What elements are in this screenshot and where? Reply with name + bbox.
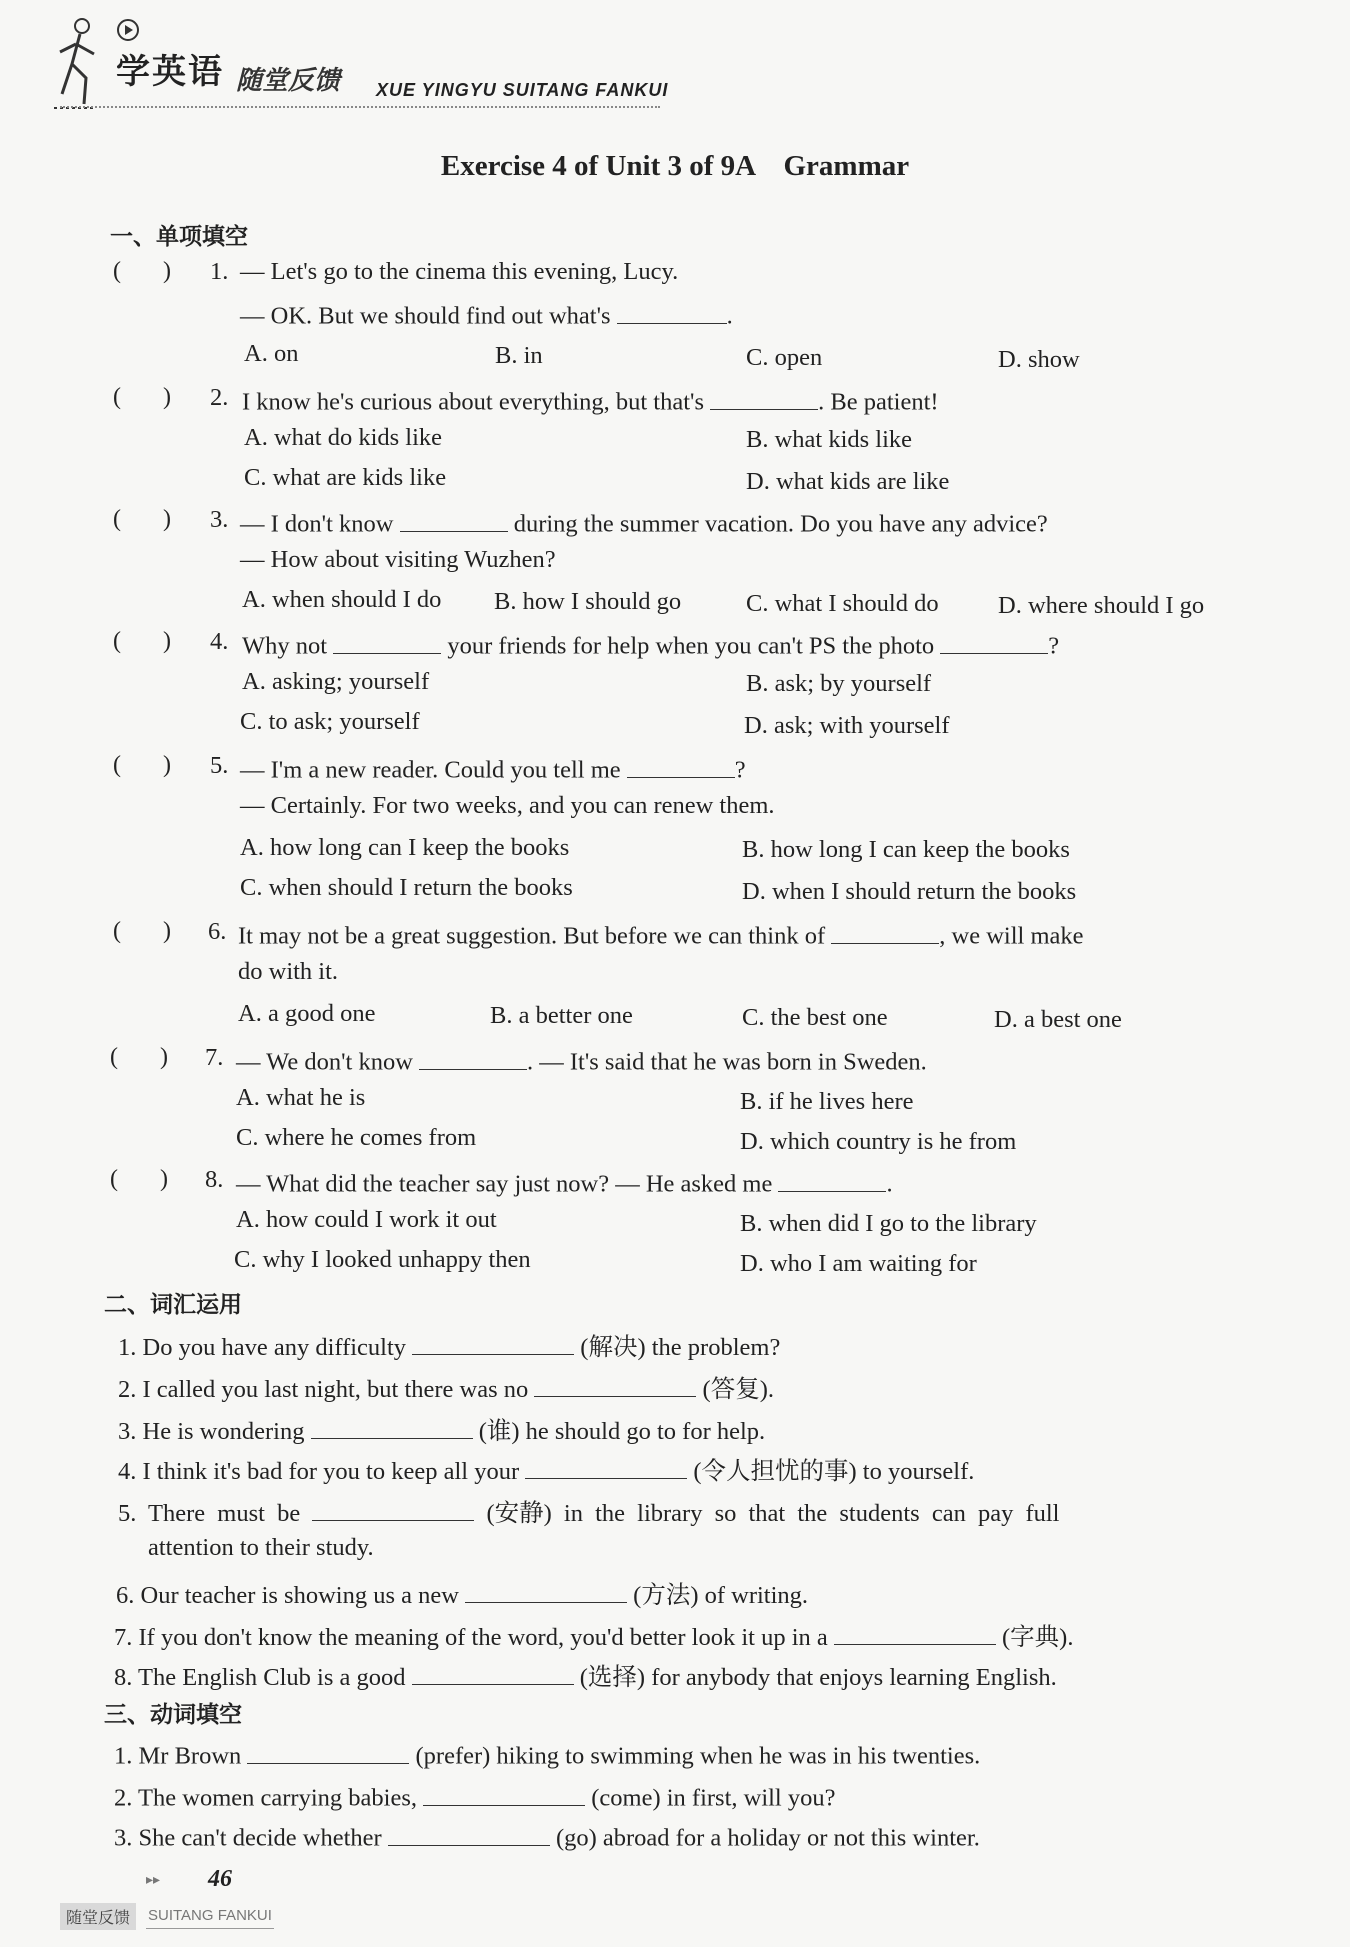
q3-text: — I don't know — [240, 510, 394, 538]
vocab-item-7 — [114, 1618, 1073, 1653]
vocab-item-5-cont: attention to their study. — [148, 1534, 374, 1561]
q6-text2: , we will make — [939, 922, 1084, 950]
q5-option-b: B. how long I can keep the books — [742, 836, 1070, 863]
vocab-hint: (解决) the problem? — [580, 1334, 781, 1361]
q8-option-c: C. why I looked unhappy then — [234, 1246, 531, 1273]
q1-text: — OK. But we should find out what's — [240, 302, 611, 330]
vocab-blank[interactable] — [525, 1454, 687, 1480]
q8-option-b: B. when did I go to the library — [740, 1210, 1037, 1237]
q8-option-a: A. how could I work it out — [236, 1206, 497, 1233]
q2-option-a: A. what do kids like — [244, 424, 443, 451]
vocab-item-3 — [118, 1412, 765, 1447]
vocab-item-8 — [114, 1658, 1057, 1693]
q2-option-b: B. what kids like — [746, 426, 913, 453]
q2-option-d: D. what kids are like — [746, 468, 950, 495]
q4-text: Why not — [242, 632, 328, 660]
q4-option-d: D. ask; with yourself — [744, 712, 950, 739]
vocab-text: 4. I think it's bad for you to keep all your — [118, 1458, 520, 1485]
q5-text: — I'm a new reader. Could you tell me — [240, 756, 621, 784]
answer-paren[interactable]: ( ) — [113, 628, 171, 654]
q4-option-c: C. to ask; yourself — [240, 708, 420, 735]
q1-end: . — [726, 302, 733, 330]
section-heading-3: 三、动词填空 — [104, 1702, 242, 1728]
q7-option-a: A. what he is — [236, 1084, 366, 1111]
vocab-item-6 — [116, 1576, 808, 1611]
vocab-item-5 — [118, 1494, 1059, 1529]
vocab-hint: (安静) in the library so that the students can pay full — [486, 1500, 1060, 1527]
q5-end: ? — [734, 756, 746, 784]
vocab-blank[interactable] — [412, 1660, 574, 1686]
vocab-text: 2. I called you last night, but there was no — [118, 1376, 529, 1403]
vocab-blank[interactable] — [534, 1372, 696, 1398]
q4-blank[interactable] — [333, 628, 441, 654]
q3-option-a: A. when should I do — [242, 586, 442, 613]
q5-line1 — [240, 752, 746, 785]
q2-number: 2. — [210, 384, 229, 411]
q2-end: . Be patient! — [818, 388, 939, 416]
q6-option-c: C. the best one — [742, 1004, 888, 1031]
answer-paren[interactable]: ( ) — [113, 506, 171, 532]
q7-text: — We don't know — [236, 1048, 413, 1076]
q2-line1 — [242, 384, 939, 417]
answer-paren[interactable]: ( ) — [113, 918, 171, 944]
q1-number: 1. — [210, 258, 229, 285]
q4-text2: your friends for help when you can't PS the photo — [447, 632, 935, 660]
vocab-blank[interactable] — [311, 1414, 473, 1440]
q3-option-b: B. how I should go — [494, 588, 682, 615]
vocab-text: 8. The English Club is a good — [114, 1664, 406, 1691]
page-arrow-icon: ▸▸ — [146, 1872, 161, 1888]
verb-text: 2. The women carrying babies, — [114, 1784, 417, 1812]
q6-line1 — [238, 918, 1084, 951]
vocab-hint: (字典). — [1002, 1624, 1074, 1651]
q1-option-a: A. on — [244, 340, 299, 367]
q5-number: 5. — [210, 752, 229, 779]
q6-text: It may not be a great suggestion. But before we can think of — [238, 922, 826, 950]
verb-hint: (prefer) hiking to swimming when he was in his twenties. — [415, 1742, 981, 1770]
vocab-blank[interactable] — [412, 1330, 574, 1356]
q6-number: 6. — [208, 918, 227, 945]
vocab-item-1 — [118, 1328, 780, 1363]
logo-cn: 学英语 — [116, 52, 224, 92]
q8-text: — What did the teacher say just now? — He asked me — [236, 1170, 773, 1198]
verb-text: 1. Mr Brown — [114, 1742, 242, 1770]
q6-line2: do with it. — [238, 958, 339, 985]
q5-line2: — Certainly. For two weeks, and you can renew them. — [240, 792, 775, 819]
verb-item-2 — [114, 1780, 836, 1813]
logo-sub: 随堂反馈 — [236, 66, 341, 96]
section-heading-2: 二、词汇运用 — [104, 1292, 242, 1318]
q8-blank[interactable] — [778, 1166, 886, 1192]
q1-line1: — Let's go to the cinema this evening, Lucy. — [240, 258, 679, 285]
q6-option-d: D. a best one — [994, 1006, 1122, 1033]
vocab-hint: (谁) he should go to for help. — [478, 1418, 766, 1445]
q5-option-c: C. when should I return the books — [240, 874, 573, 901]
verb-item-1 — [114, 1738, 980, 1771]
q8-option-d: D. who I am waiting for — [740, 1250, 977, 1277]
q4-option-a: A. asking; yourself — [242, 668, 430, 695]
answer-paren[interactable]: ( ) — [110, 1166, 168, 1192]
q1-line2 — [240, 298, 733, 331]
vocab-blank[interactable] — [312, 1496, 474, 1522]
q7-option-d: D. which country is he from — [740, 1128, 1017, 1155]
footer-tag-en: SUITANG FANKUI — [148, 1907, 272, 1924]
q1-blank[interactable] — [617, 298, 727, 324]
vocab-blank[interactable] — [465, 1578, 627, 1604]
q4-option-b: B. ask; by yourself — [746, 670, 932, 697]
runner-icon — [54, 14, 124, 110]
logo-en: XUE YINGYU SUITANG FANKUI — [376, 80, 669, 100]
vocab-text: 6. Our teacher is showing us a new — [116, 1582, 459, 1609]
verb-hint: (go) abroad for a holiday or not this winter. — [555, 1824, 980, 1852]
verb-blank[interactable] — [423, 1780, 585, 1806]
q2-option-c: C. what are kids like — [244, 464, 447, 491]
q7-option-c: C. where he comes from — [236, 1124, 477, 1151]
q4-line1 — [242, 628, 1059, 661]
answer-paren[interactable]: ( ) — [113, 384, 171, 410]
vocab-hint: (令人担忧的事) to yourself. — [693, 1458, 975, 1485]
verb-blank[interactable] — [247, 1738, 409, 1764]
page-title: Exercise 4 of Unit 3 of 9A Grammar — [440, 150, 910, 182]
q6-blank[interactable] — [831, 918, 939, 944]
q7-blank[interactable] — [419, 1044, 527, 1070]
q6-option-a: A. a good one — [238, 1000, 376, 1027]
vocab-hint: (方法) of writing. — [633, 1582, 809, 1609]
vocab-hint: (答复). — [702, 1376, 774, 1403]
verb-item-3 — [114, 1820, 980, 1853]
q3-option-d: D. where should I go — [998, 592, 1205, 619]
play-icon — [116, 18, 140, 42]
q8-number: 8. — [205, 1166, 224, 1193]
q7-text2: . — It's said that he was born in Sweden. — [527, 1048, 927, 1076]
q7-line1 — [236, 1044, 927, 1077]
q3-line1 — [240, 506, 1048, 539]
vocab-text: 1. Do you have any difficulty — [118, 1334, 407, 1361]
vocab-text: 7. If you don't know the meaning of the word, you'd better look it up in a — [114, 1624, 828, 1651]
answer-paren[interactable]: ( ) — [110, 1044, 168, 1070]
q5-option-a: A. how long can I keep the books — [240, 834, 570, 861]
q1-option-b: B. in — [495, 342, 543, 369]
vocab-item-4 — [118, 1452, 974, 1487]
q8-end: . — [886, 1170, 893, 1198]
q3-blank[interactable] — [400, 506, 508, 532]
q5-option-d: D. when I should return the books — [742, 878, 1077, 905]
q2-text: I know he's curious about everything, but that's — [242, 388, 704, 416]
q7-number: 7. — [205, 1044, 224, 1071]
q3-number: 3. — [210, 506, 229, 533]
q6-option-b: B. a better one — [490, 1002, 633, 1029]
header-rule — [60, 106, 660, 108]
verb-text: 3. She can't decide whether — [114, 1824, 382, 1852]
q5-blank[interactable] — [627, 752, 735, 778]
vocab-item-2 — [118, 1370, 774, 1405]
q8-line1 — [236, 1166, 893, 1199]
verb-hint: (come) in first, will you? — [591, 1784, 836, 1812]
q3-line2: — How about visiting Wuzhen? — [240, 546, 556, 573]
q7-option-b: B. if he lives here — [740, 1088, 914, 1115]
q1-option-d: D. show — [998, 346, 1080, 373]
section-heading-1: 一、单项填空 — [110, 224, 248, 250]
q2-blank[interactable] — [710, 384, 818, 410]
q3-text2: during the summer vacation. Do you have any advice? — [513, 510, 1048, 538]
q1-option-c: C. open — [746, 344, 823, 371]
vocab-blank[interactable] — [834, 1620, 996, 1646]
verb-blank[interactable] — [388, 1820, 550, 1846]
footer-rule — [146, 1928, 274, 1929]
vocab-text: 5. There must be — [118, 1500, 301, 1527]
q3-option-c: C. what I should do — [746, 590, 939, 617]
footer-tag: 随堂反馈 — [60, 1903, 136, 1930]
page-number: 46 — [208, 1866, 232, 1892]
vocab-text: 3. He is wondering — [118, 1418, 305, 1445]
answer-paren[interactable]: ( ) — [113, 752, 171, 778]
q4-number: 4. — [210, 628, 229, 655]
q4-blank2[interactable] — [940, 628, 1048, 654]
vocab-hint: (选择) for anybody that enjoys learning English. — [579, 1664, 1057, 1691]
q4-end: ? — [1048, 632, 1060, 660]
answer-paren[interactable]: ( ) — [113, 258, 171, 284]
